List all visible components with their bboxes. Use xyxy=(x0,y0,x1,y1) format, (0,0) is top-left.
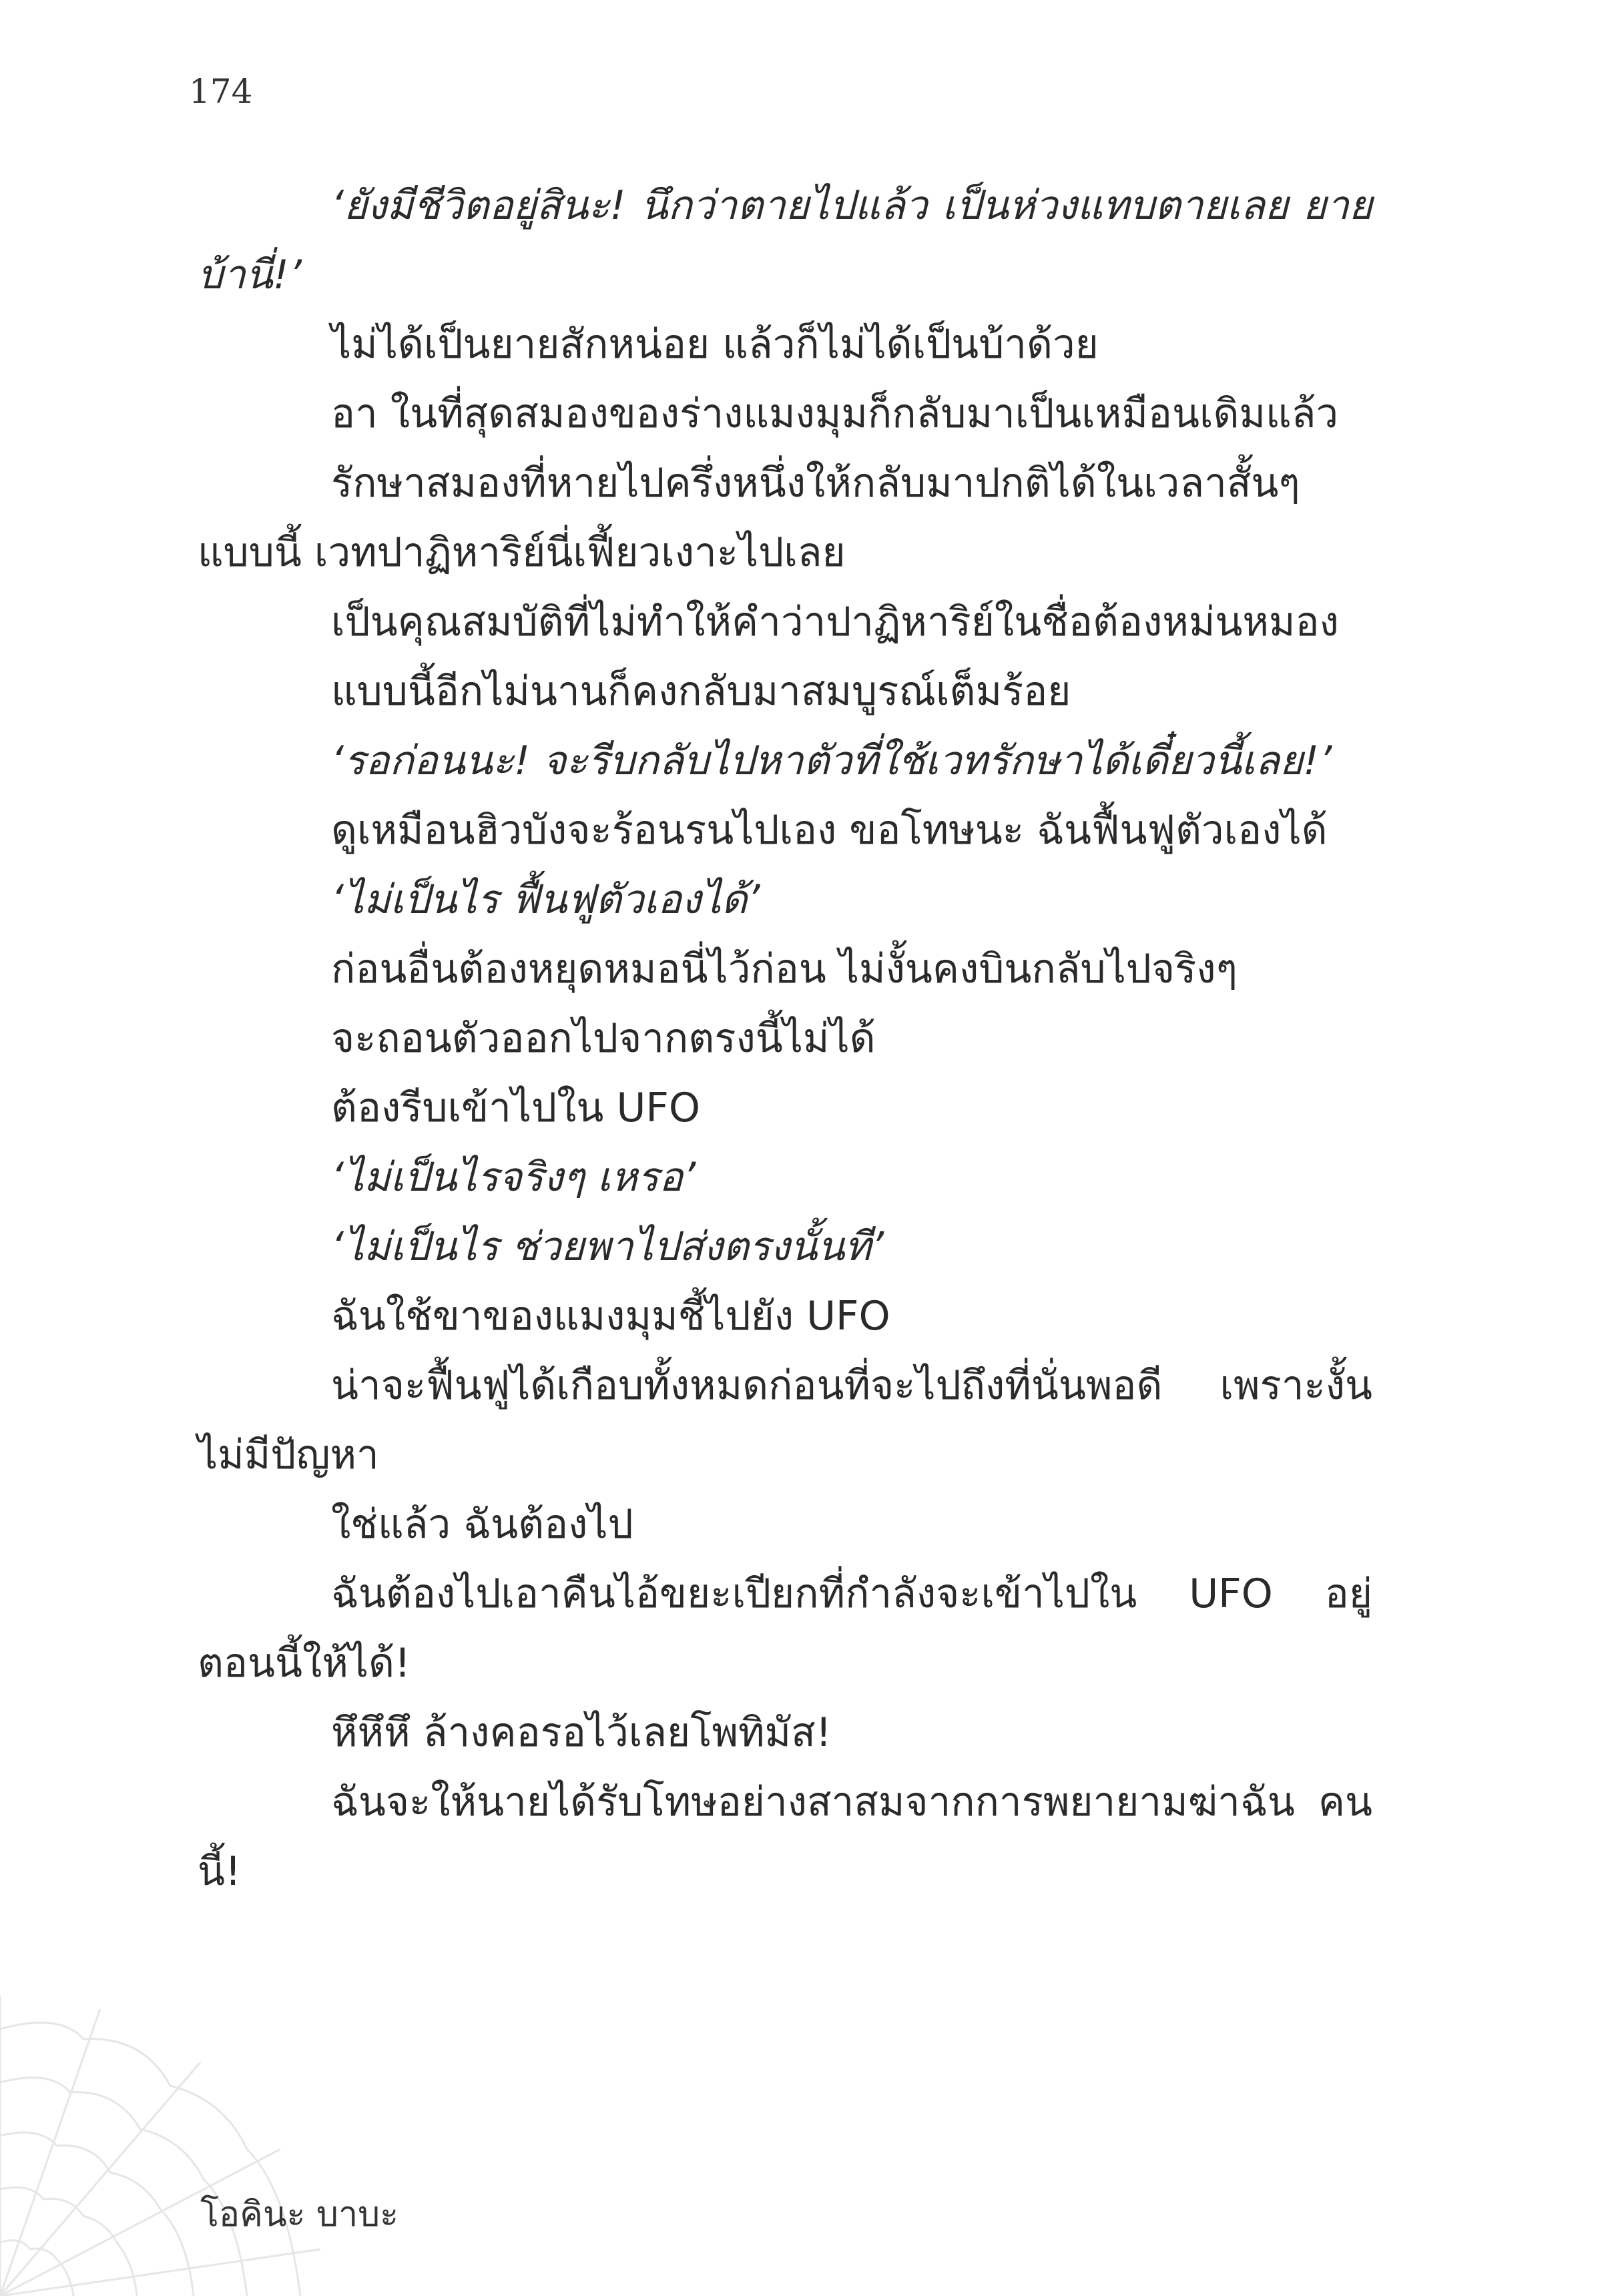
paragraph: ดูเหมือนฮิวบังจะร้อนรนไปเอง ขอโทษนะ ฉันฟื้นฟูตัวเองได้ xyxy=(331,807,1328,854)
paragraph: ‘ไม่เป็นไรจริงๆ เหรอ’ xyxy=(331,1154,696,1201)
page-number: 174 xyxy=(189,72,253,111)
paragraph: เป็นคุณสมบัติที่ไม่ทำให้คำว่าปาฏิหาริย์ในชื่อต้องหม่นหมอง xyxy=(331,599,1339,645)
paragraph: ‘รอก่อนนะ! จะรีบกลับไปหาตัวที่ใช้เวทรักษาได้เดี๋ยวนี้เลย!’ xyxy=(331,738,1332,784)
paragraph: ฉันต้องไปเอาคืนไอ้ขยะเปียกที่กำลังจะเข้าไปใน UFO อยู่ ตอนนี้ให้ได้! xyxy=(198,1570,1372,1687)
paragraph: แบบนี้อีกไม่นานก็คงกลับมาสมบูรณ์เต็มร้อย xyxy=(331,668,1071,715)
body-text xyxy=(198,171,1372,1906)
paragraph: รักษาสมองที่หายไปครึ่งหนึ่งให้กลับมาปกติได้ในเวลาสั้นๆ แบบนี้ เวทปาฏิหาริย์นี่เฟี้ยวเงาะไปเลย xyxy=(198,460,1300,576)
paragraph: ฉันจะให้นายได้รับโทษอย่างสาสมจากการพยายามฆ่าฉัน คนนี้! xyxy=(198,1779,1372,1895)
paragraph: ฉันใช้ขาของแมงมุมชี้ไปยัง UFO xyxy=(331,1293,890,1340)
paragraph: จะถอนตัวออกไปจากตรงนี้ไม่ได้ xyxy=(331,1015,876,1062)
paragraph: ‘ไม่เป็นไร ช่วยพาไปส่งตรงนั้นที’ xyxy=(331,1223,884,1270)
book-title-footer: โอคินะ บาบะ xyxy=(200,2195,399,2235)
paragraph: ก่อนอื่นต้องหยุดหมอนี่ไว้ก่อน ไม่งั้นคงบินกลับไปจริงๆ xyxy=(331,946,1238,992)
paragraph: ใช่แล้ว ฉันต้องไป xyxy=(331,1501,633,1548)
paragraph: น่าจะฟื้นฟูได้เกือบทั้งหมดก่อนที่จะไปถึงที่นั่นพอดี เพราะงั้น ไม่มีปัญหา xyxy=(198,1362,1372,1478)
paragraph: อา ในที่สุดสมองของร่างแมงมุมก็กลับมาเป็นเหมือนเดิมแล้ว xyxy=(331,390,1339,437)
spider-web-icon xyxy=(0,1996,320,2296)
paragraph: ไม่ได้เป็นยายสักหน่อย แล้วก็ไม่ได้เป็นบ้าด้วย xyxy=(331,321,1099,368)
paragraph: ‘ยังมีชีวิตอยู่สินะ! นึกว่าตายไปแล้ว เป็นห่วงแทบตายเลย ยายบ้านี่!’ xyxy=(198,182,1372,298)
paragraph: ต้องรีบเข้าไปใน UFO xyxy=(331,1085,701,1131)
paragraph: ‘ไม่เป็นไร ฟื้นฟูตัวเองได้’ xyxy=(331,876,760,923)
paragraph: หึหึหึ ล้างคอรอไว้เลยโพทิมัส! xyxy=(331,1709,832,1756)
